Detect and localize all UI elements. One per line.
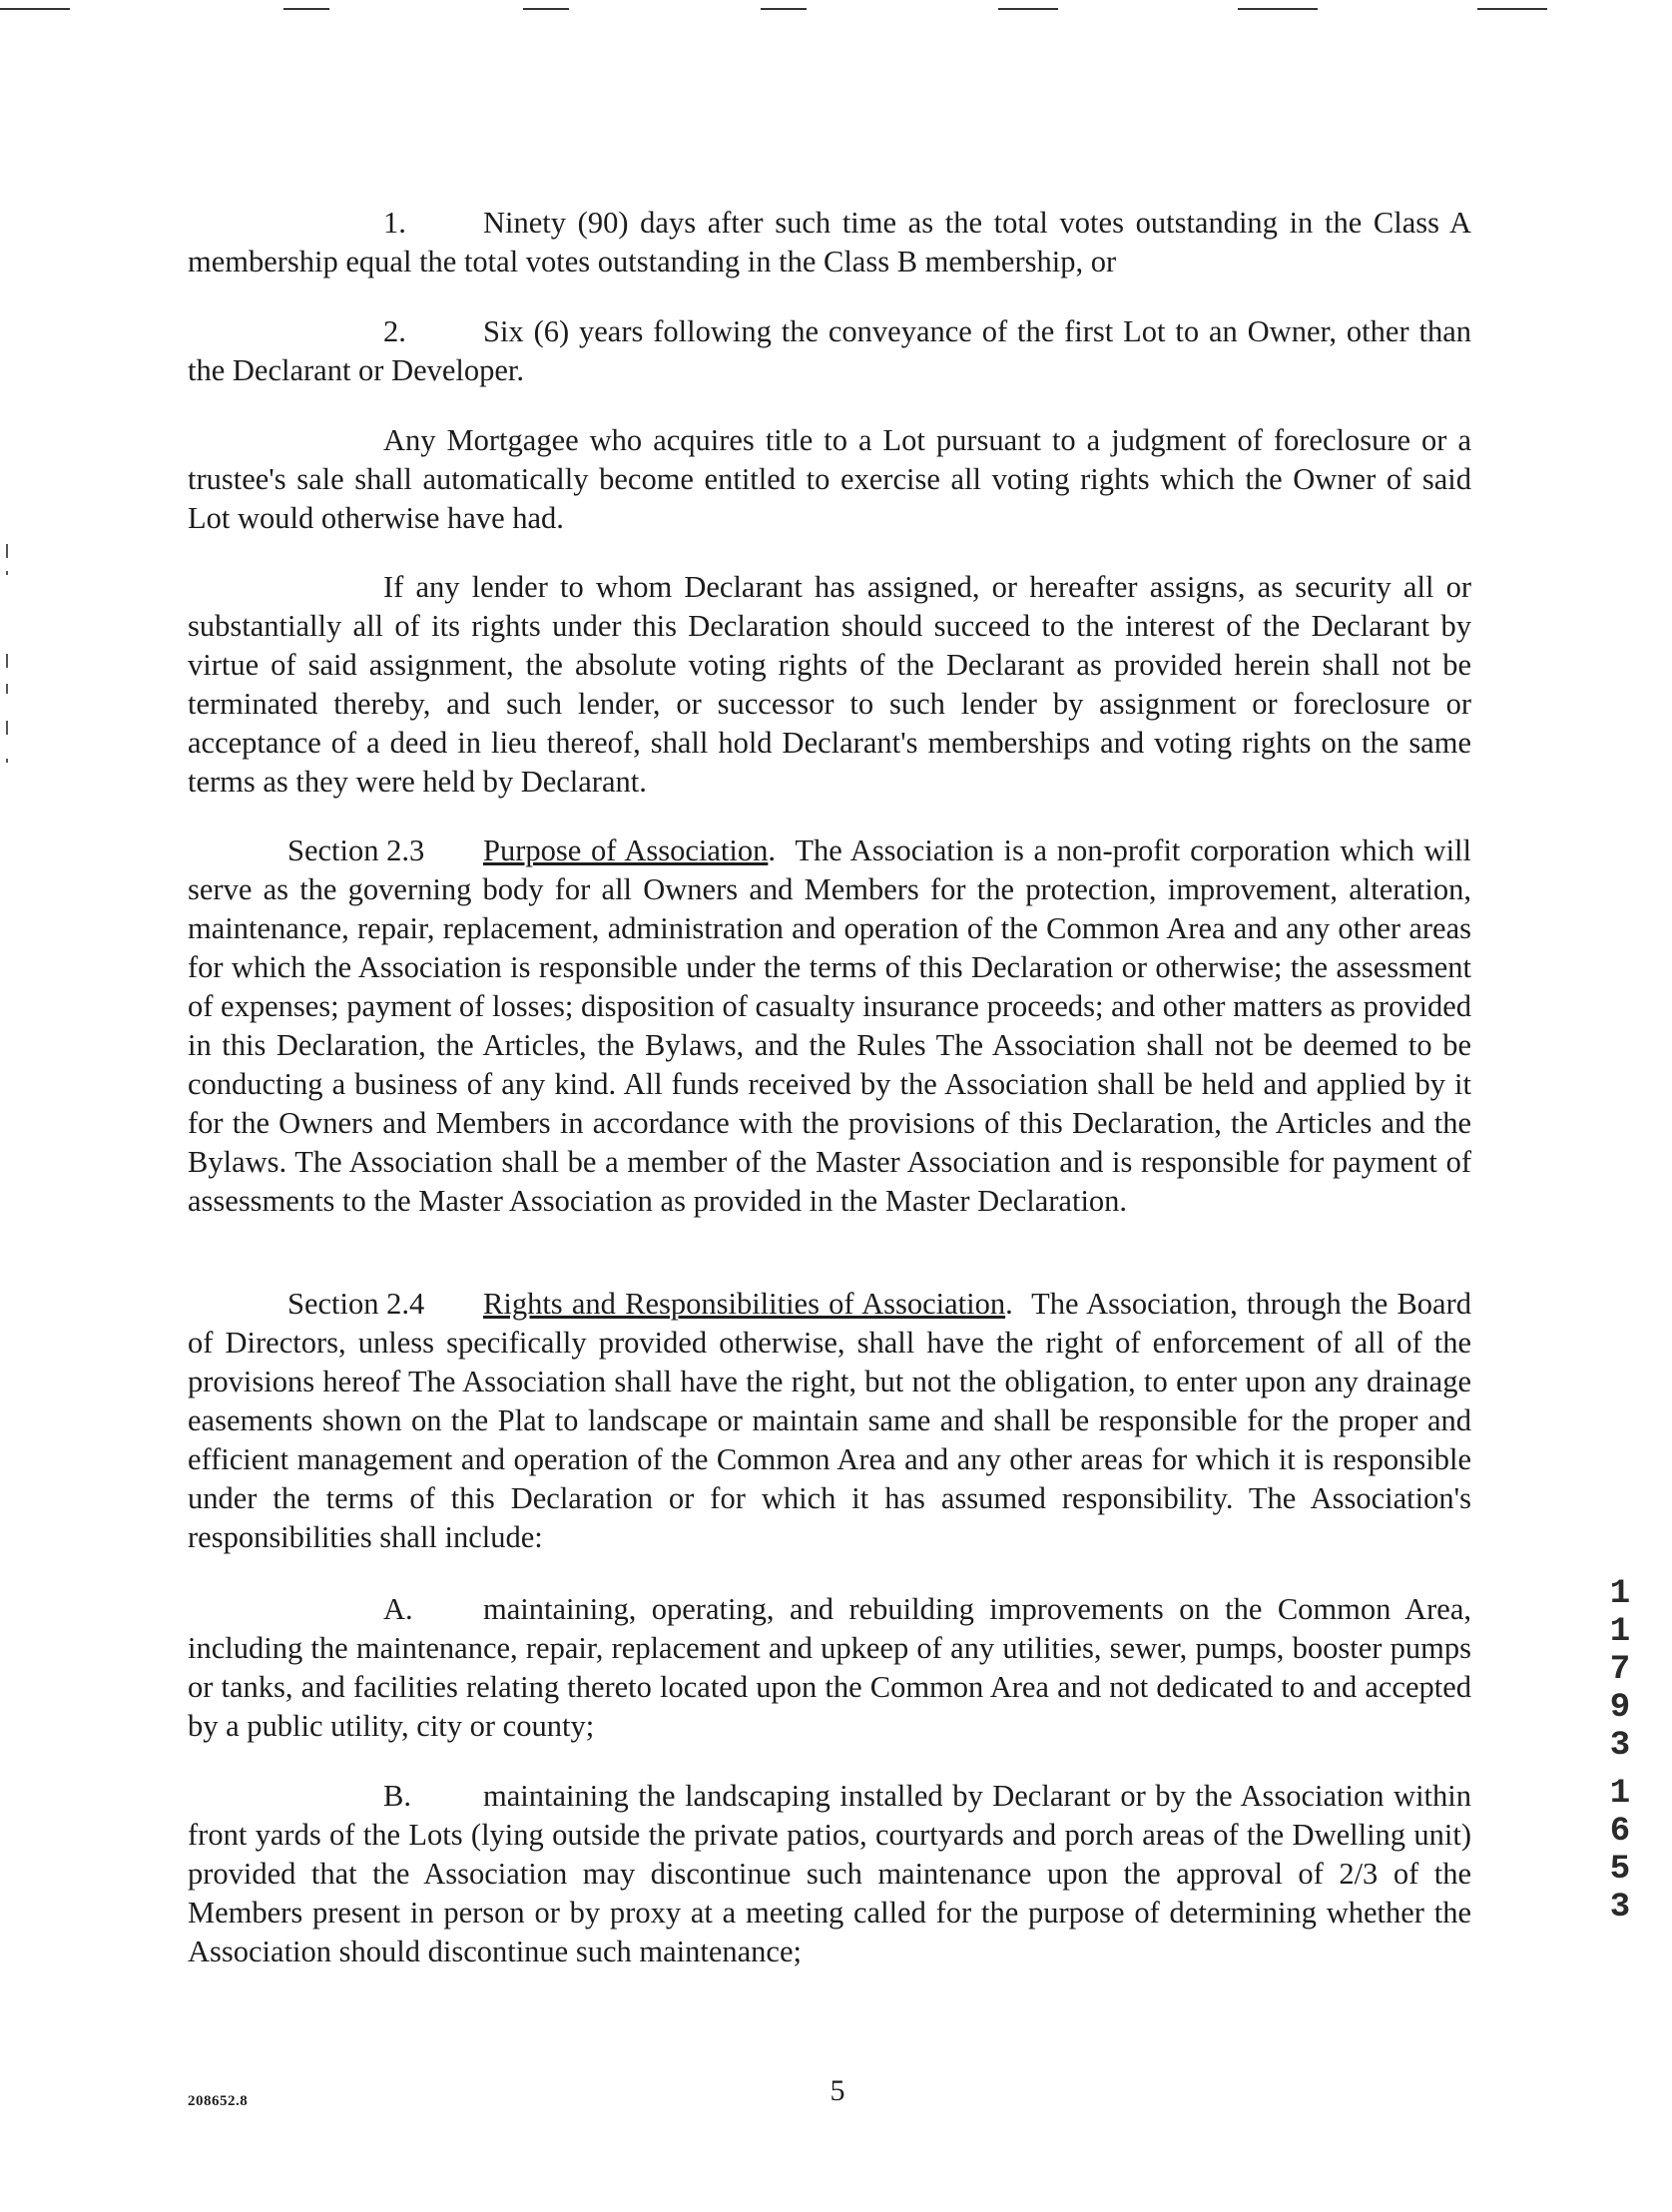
scan-margin-mark (6, 759, 8, 763)
section-title-period: . (1005, 1287, 1032, 1321)
stamp-digit: 1 (1609, 1775, 1631, 1813)
page-number: 5 (830, 2074, 845, 2107)
scan-margin-mark (6, 571, 8, 575)
mortgagee-paragraph: Any Mortgagee who acquires title to a Lot pursuant to a judgment of foreclosure or a trustee's sale shall automatically become entitled to exercise all voting rights which the Owner of said Lot would otherwise have had. (188, 423, 1471, 535)
item-text: maintaining the landscaping installed by Declarant or by the Association within front yards of the Lots (lying outside the private patios, courtyards and porch areas of the Dwelling unit) provided that the Association may discontinue such maintenance upon the approval of 2/3 of the Members present in person or by proxy at a meeting called for the purpose of determining whether the Association should discontinue such maintenance; (188, 1779, 1471, 1968)
scan-edge-line (283, 8, 329, 10)
responsibility-b (188, 1777, 1471, 1971)
scan-edge-line (1477, 8, 1547, 10)
item-number: A. (383, 1592, 413, 1626)
stamp-digit: 5 (1609, 1851, 1631, 1889)
stamp-digit: 1 (1609, 1613, 1631, 1651)
scan-margin-mark (6, 544, 8, 558)
section-label: Section 2.4 (287, 1287, 425, 1321)
scan-edge-line (998, 8, 1058, 10)
item-number: 1. (383, 206, 406, 240)
scan-margin-mark (6, 721, 8, 735)
section-2-3 (188, 831, 1471, 1221)
lender-paragraph: If any lender to whom Declarant has assigned, or hereafter assigns, as security all or substantially all of its rights under this Declaration should succeed to the interest of the Declarant by virtue of said assignment, the absolute voting rights of the Declarant as provided herein shall not be terminated thereby, and such lender, or successor to such lender by assignment or foreclosure or acceptance of a deed in lieu thereof, shall hold Declarant's memberships and voting rights on the same terms as they were held by Declarant. (188, 570, 1471, 799)
scan-edge-line (0, 8, 70, 10)
section-title: Rights and Responsibilities of Association (483, 1287, 1006, 1321)
stamp-digit: 1 (1609, 1575, 1631, 1613)
stamp-digit: 3 (1609, 1889, 1631, 1927)
item-text: Ninety (90) days after such time as the total votes outstanding in the Class A membership equal the total votes outstanding in the Class B membership, or (188, 206, 1471, 278)
item-text: maintaining, operating, and rebuilding improvements on the Common Area, including the maintenance, repair, replacement and upkeep of any utilities, sewer, pumps, booster pumps or tanks, and facilities relating thereto located upon the Common Area and not dedicated to and accepted by a public utility, city or county; (188, 1592, 1471, 1743)
section-title-period: . (768, 833, 796, 867)
section-text: The Association, through the Board of Directors, unless specifically provided otherwise, shall have the right of enforcement of all of the provisions hereof The Association shall have the right, but not the obligation, to enter upon any drainage easements shown on the Plat to landscape or maintain same and shall be responsible for the proper and efficient management and operation of the Common Area and any other areas for which it is responsible under the terms of this Declaration or for which it has assumed responsibility. The Association's responsibilities shall include: (188, 1287, 1471, 1554)
stamp-digit: 3 (1609, 1727, 1631, 1765)
side-stamp-upper (1603, 1575, 1637, 1765)
scan-margin-mark (6, 654, 8, 668)
section-label: Section 2.3 (287, 833, 425, 867)
section-title: Purpose of Association (483, 833, 769, 867)
stamp-digit: 6 (1609, 1813, 1631, 1851)
responsibility-a (188, 1590, 1471, 1746)
scan-edge-line (1238, 8, 1318, 10)
stamp-digit: 7 (1609, 1651, 1631, 1689)
list-item-2 (188, 312, 1471, 390)
document-id: 208652.8 (188, 2093, 249, 2109)
section-2-4 (188, 1285, 1471, 1557)
item-number: 2. (383, 314, 406, 348)
list-item-1 (188, 204, 1471, 281)
item-number: B. (383, 1779, 411, 1813)
side-stamp-lower (1603, 1775, 1637, 1927)
scan-edge-line (761, 8, 807, 10)
scan-edge-line (523, 8, 569, 10)
stamp-digit: 9 (1609, 1689, 1631, 1727)
scan-margin-mark (6, 684, 8, 694)
item-text: Six (6) years following the conveyance of the first Lot to an Owner, other than the Declarant or Developer. (188, 314, 1471, 387)
section-text: The Association is a non-profit corporation which will serve as the governing body for all Owners and Members for the protection, improvement, alteration, maintenance, repair, replacement, administration and operation of the Common Area and any other areas for which the Association is responsible under the terms of this Declaration or otherwise; the assessment of expenses; payment of losses; disposition of casualty insurance proceeds; and other matters as provided in this Declaration, the Articles, the Bylaws, and the Rules The Association shall not be deemed to be conducting a business of any kind. All funds received by the Association shall be held and applied by it for the Owners and Members in accordance with the provisions of this Declaration, the Articles and the Bylaws. The Association shall be a member of the Master Association and is responsible for payment of assessments to the Master Association as provided in the Master Declaration. (188, 833, 1472, 1218)
